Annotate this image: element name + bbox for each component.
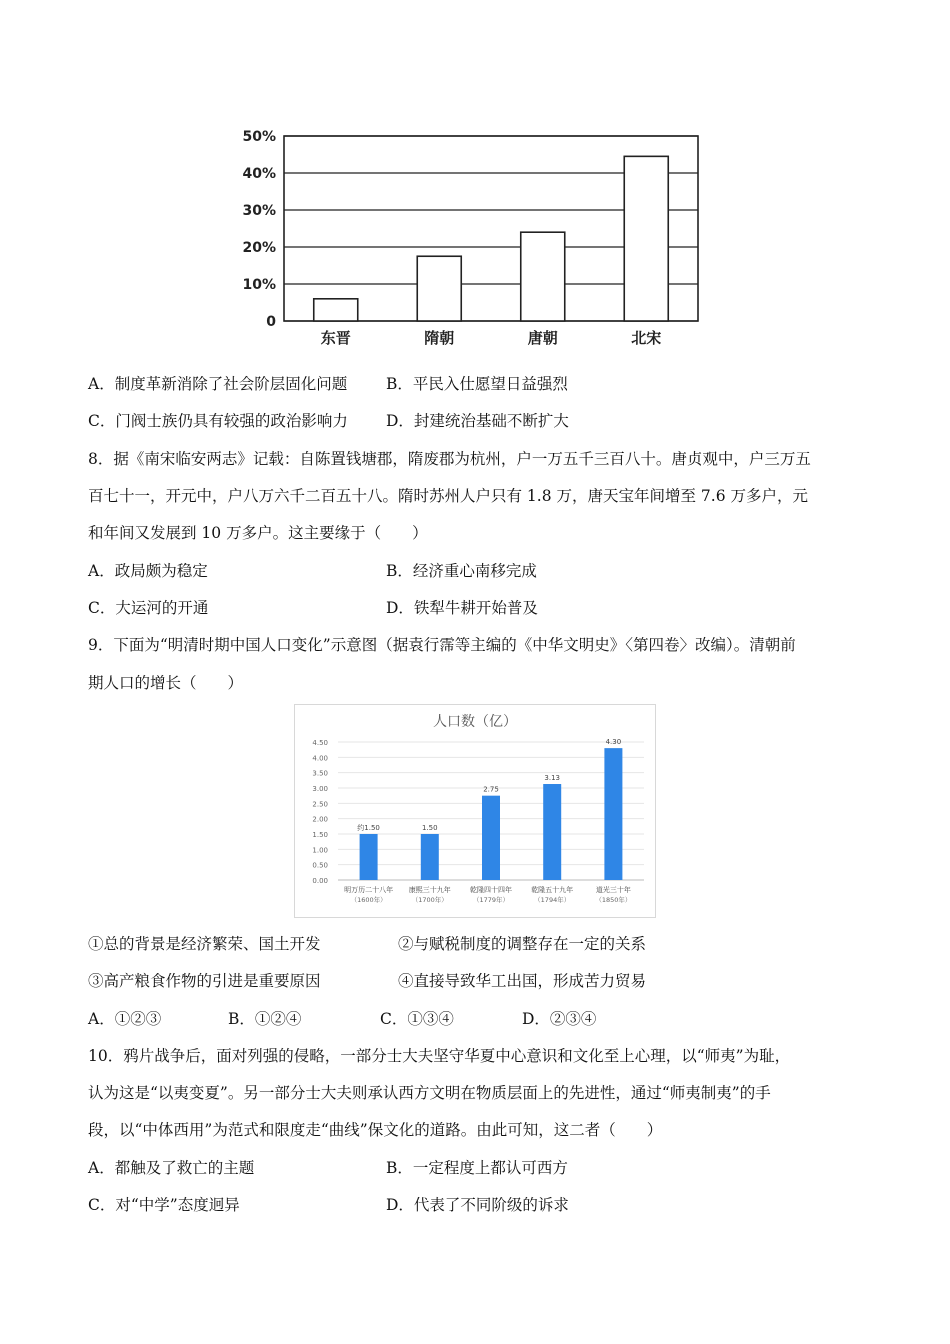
data-label: 1.50 bbox=[422, 824, 438, 832]
x-tick-label: 康熙三十九年 bbox=[408, 886, 451, 894]
y-tick-label: 3.50 bbox=[312, 769, 328, 778]
q10-stem-line-2: 认为这是“以夷变夏”。另一部分士大夫则承认西方文明在物质层面上的先进性，通过“师夷制夷”的手 bbox=[88, 1084, 771, 1102]
q9-option-b[interactable]: B．①②④ bbox=[228, 1010, 302, 1028]
x-tick-label: 明万历二十八年 bbox=[344, 886, 394, 894]
q8-option-b[interactable]: B．经济重心南移完成 bbox=[386, 562, 537, 580]
q9-option-c[interactable]: C．①③④ bbox=[380, 1010, 454, 1028]
q8-stem-line-3: 和年间又发展到 10 万多户。这主要缘于（ ） bbox=[88, 524, 428, 542]
bar bbox=[360, 834, 378, 880]
q10-option-a[interactable]: A．都触及了救亡的主题 bbox=[88, 1159, 255, 1177]
y-tick-label: 0.00 bbox=[312, 877, 328, 885]
data-label: 约1.50 bbox=[357, 824, 380, 832]
q8-option-c[interactable]: C．大运河的开通 bbox=[88, 599, 209, 617]
q10-stem-line-3: 段，以“中体西用”为范式和限度走“曲线”保文化的道路。由此可知，这二者（ ） bbox=[88, 1121, 663, 1139]
data-label: 3.13 bbox=[544, 774, 560, 783]
bar bbox=[417, 256, 461, 321]
x-tick-sublabel: （1779年） bbox=[472, 896, 510, 904]
y-tick-label: 4.50 bbox=[312, 739, 328, 747]
x-tick-sublabel: （1850年） bbox=[595, 896, 632, 904]
y-tick-label: 1.50 bbox=[312, 831, 328, 839]
q10-stem-line-1: 10．鸦片战争后，面对列强的侵略，一部分士大夫坚守华夏中心意识和文化至上心理，以“师夷”为耻， bbox=[88, 1047, 791, 1065]
q7-option-b[interactable]: B．平民入仕愿望日益强烈 bbox=[386, 375, 568, 393]
q8-option-a[interactable]: A．政局颇为稳定 bbox=[88, 562, 208, 580]
chart-population-bar bbox=[294, 704, 656, 918]
bar bbox=[624, 156, 668, 321]
q9-stem-line-1: 9．下面为“明清时期中国人口变化”示意图（据袁行霈等主编的《中华文明史》〈第四卷〉改编）。清朝前 bbox=[88, 636, 796, 654]
y-tick-label: 1.00 bbox=[312, 846, 328, 855]
q10-option-b[interactable]: B．一定程度上都认可西方 bbox=[386, 1159, 568, 1177]
y-tick-label: 40% bbox=[242, 166, 276, 182]
chart-title: 人口数（亿） bbox=[433, 714, 517, 730]
q8-option-d[interactable]: D．铁犁牛耕开始普及 bbox=[386, 599, 538, 617]
x-tick-label: 乾隆四十四年 bbox=[470, 886, 512, 894]
x-tick-sublabel: （1700年） bbox=[411, 896, 448, 904]
q9-statement-2: ②与赋税制度的调整存在一定的关系 bbox=[398, 935, 647, 953]
x-tick-sublabel: （1794年） bbox=[534, 896, 571, 904]
y-tick-label: 2.00 bbox=[312, 815, 328, 824]
bar bbox=[521, 232, 565, 321]
q7-option-a[interactable]: A．制度革新消除了社会阶层固化问题 bbox=[88, 375, 348, 393]
x-tick-label: 唐朝 bbox=[527, 329, 558, 347]
x-tick-label: 乾隆五十九年 bbox=[531, 886, 574, 894]
x-tick-sublabel: （1600年） bbox=[350, 896, 387, 904]
bar bbox=[482, 796, 500, 880]
y-tick-label: 30% bbox=[242, 203, 276, 219]
data-label: 4.30 bbox=[605, 738, 622, 747]
q9-option-d[interactable]: D．②③④ bbox=[522, 1010, 597, 1028]
y-tick-label: 50% bbox=[242, 129, 276, 145]
q7-option-c[interactable]: C．门阀士族仍具有较强的政治影响力 bbox=[88, 412, 348, 430]
q9-stem-line-2: 期人口的增长（ ） bbox=[88, 674, 244, 692]
bar bbox=[604, 748, 622, 880]
q8-stem-line-2: 百七十一，开元中，户八万六千二百五十八。隋时苏州人户只有 1.8 万，唐天宝年间增至 7.6 万多户，元 bbox=[88, 487, 809, 505]
y-tick-label: 3.00 bbox=[312, 785, 328, 793]
bar bbox=[421, 834, 439, 880]
x-tick-label: 北宋 bbox=[631, 329, 662, 347]
x-tick-label: 道光三十年 bbox=[595, 886, 631, 894]
q10-option-d[interactable]: D．代表了不同阶级的诉求 bbox=[386, 1196, 569, 1214]
x-tick-label: 东晋 bbox=[320, 329, 351, 347]
y-tick-label: 0 bbox=[266, 314, 276, 330]
q7-option-d[interactable]: D．封建统治基础不断扩大 bbox=[386, 412, 569, 430]
y-tick-label: 4.00 bbox=[312, 754, 328, 763]
q10-option-c[interactable]: C．对“中学”态度迥异 bbox=[88, 1196, 240, 1214]
y-tick-label: 2.50 bbox=[312, 800, 328, 809]
y-tick-label: 0.50 bbox=[312, 861, 328, 870]
x-tick-label: 隋朝 bbox=[424, 329, 455, 347]
y-tick-label: 10% bbox=[242, 277, 276, 293]
bar bbox=[314, 299, 358, 321]
q9-option-a[interactable]: A．①②③ bbox=[88, 1010, 162, 1028]
data-label: 2.75 bbox=[483, 785, 499, 794]
q9-statement-1: ①总的背景是经济繁荣、国土开发 bbox=[88, 935, 321, 953]
bar bbox=[543, 784, 561, 880]
y-tick-label: 20% bbox=[242, 240, 276, 256]
q9-statement-3: ③高产粮食作物的引进是重要原因 bbox=[88, 972, 321, 990]
q9-statement-4: ④直接导致华工出国，形成苦力贸易 bbox=[398, 972, 647, 990]
q8-stem-line-1: 8．据《南宋临安两志》记载：自陈置钱塘郡，隋废郡为杭州，户一万五千三百八十。唐贞观中，户三万五 bbox=[88, 450, 811, 468]
chart-share-bar bbox=[238, 124, 708, 352]
